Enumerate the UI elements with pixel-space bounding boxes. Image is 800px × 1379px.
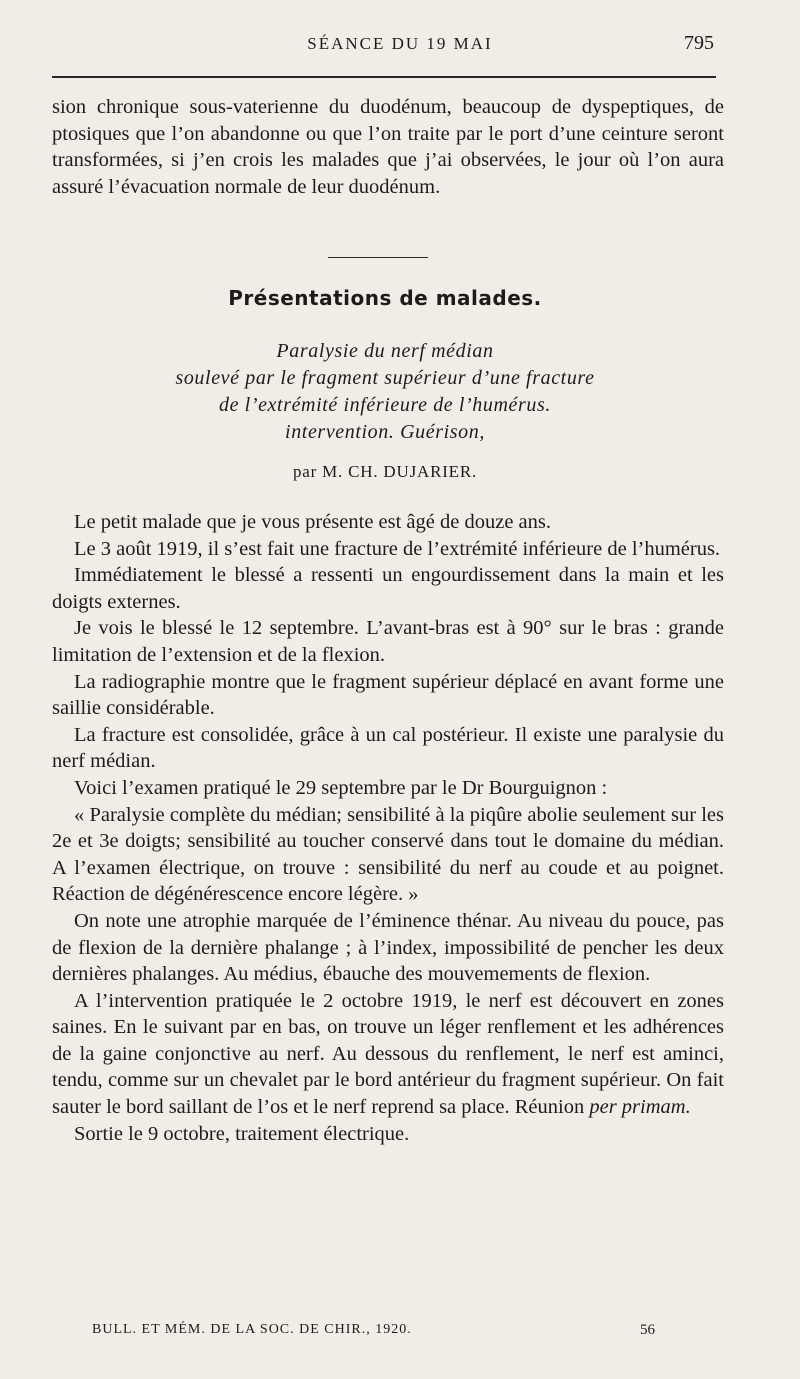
article-subtitle-line-2: soulevé par le fragment supérieur d’une fracture (175, 367, 595, 389)
author-byline: par M. CH. DUJARIER. (292, 462, 478, 481)
body-paragraph: Immédiatement le blessé a ressenti un engourdissement dans la main et les doigts externes. (52, 564, 724, 613)
footer-citation: BULL. ET MÉM. DE LA SOC. DE CHIR., 1920. (92, 1322, 412, 1337)
header-rule (52, 76, 716, 78)
page-number: 795 (684, 32, 714, 54)
body-paragraph: La radiographie montre que le fragment supérieur déplacé en avant forme une saillie considérable. (52, 670, 724, 720)
body-paragraph: La fracture est consolidée, grâce à un cal postérieur. Il existe une paralysie du nerf médian. (52, 723, 724, 773)
page-footer (0, 1322, 800, 1344)
article-subtitle-line-4: intervention. Guérison, (285, 421, 485, 443)
article-subtitle-line-3: de l’extrémité inférieure de l’humérus. (218, 394, 551, 416)
body-paragraph: Je vois le blessé le 12 septembre. L’avant-bras est à 90° sur le bras : grande limitation de l’extension et de la flexion. (52, 617, 724, 666)
body-paragraph-with-italic (52, 988, 724, 1121)
article-subtitle-line-1: Paralysie du nerf médian (276, 340, 494, 362)
body-paragraph: Sortie le 9 octobre, traitement électrique. (74, 1122, 410, 1145)
latin-phrase: per primam. (589, 1096, 691, 1119)
article-body (52, 509, 724, 1147)
body-paragraph: On note une atrophie marquée de l’éminence thénar. Au niveau du pouce, pas de flexion de la dernière phalange ; à l’index, impossibilité de pencher les deux dernières phalanges. Au médius, ébauche des mouvemements de flexion. (52, 909, 724, 986)
running-head: SÉANCE DU 19 MAI (307, 34, 493, 53)
page-header (0, 32, 800, 62)
body-paragraph-text: A l’intervention pratiquée le 2 octobre 1919, le nerf est découvert en zones saines. En le suivant par en bas, on trouve un léger renflement et les adhérences de la gaine conjonctive au nerf. Au dessous du renflement, le nerf est aminci, tendu, comme sur un chevalet par le bord antérieur du fragment supérieur. On fait sauter le bord saillant de l’os et le nerf reprend sa place. Réunion (52, 989, 724, 1119)
intro-block (52, 94, 724, 200)
intro-paragraph: sion chronique sous-vaterienne du duodénum, beaucoup de dyspeptiques, de ptosiques que l’on abandonne ou que l’on traite par le port d’une ceinture seront transformées, si j’en crois les malades que j’ai observées, le jour où l’on aura assuré l’évacuation normale de leur duodénum. (52, 96, 724, 198)
signature-mark: 56 (640, 1322, 655, 1338)
body-paragraph-quote: « Paralysie complète du médian; sensibilité à la piqûre abolie seulement sur les 2e et 3e doigts; sensibilité au toucher conservé dans tout le domaine du médian. A l’examen électrique, on trouve : sensibilité du nerf au coude et au poignet. Réaction de dégénérescence encore légère. » (52, 803, 724, 906)
body-paragraph: Voici l’examen pratiqué le 29 septembre par le Dr Bourguignon : (74, 776, 608, 799)
section-heading: Présentations de malades. (228, 286, 542, 310)
section-divider (328, 257, 428, 258)
body-paragraph: Le petit malade que je vous présente est âgé de douze ans. (74, 511, 552, 533)
body-paragraph: Le 3 août 1919, il s’est fait une fracture de l’extrémité inférieure de l’humérus. (74, 537, 721, 560)
